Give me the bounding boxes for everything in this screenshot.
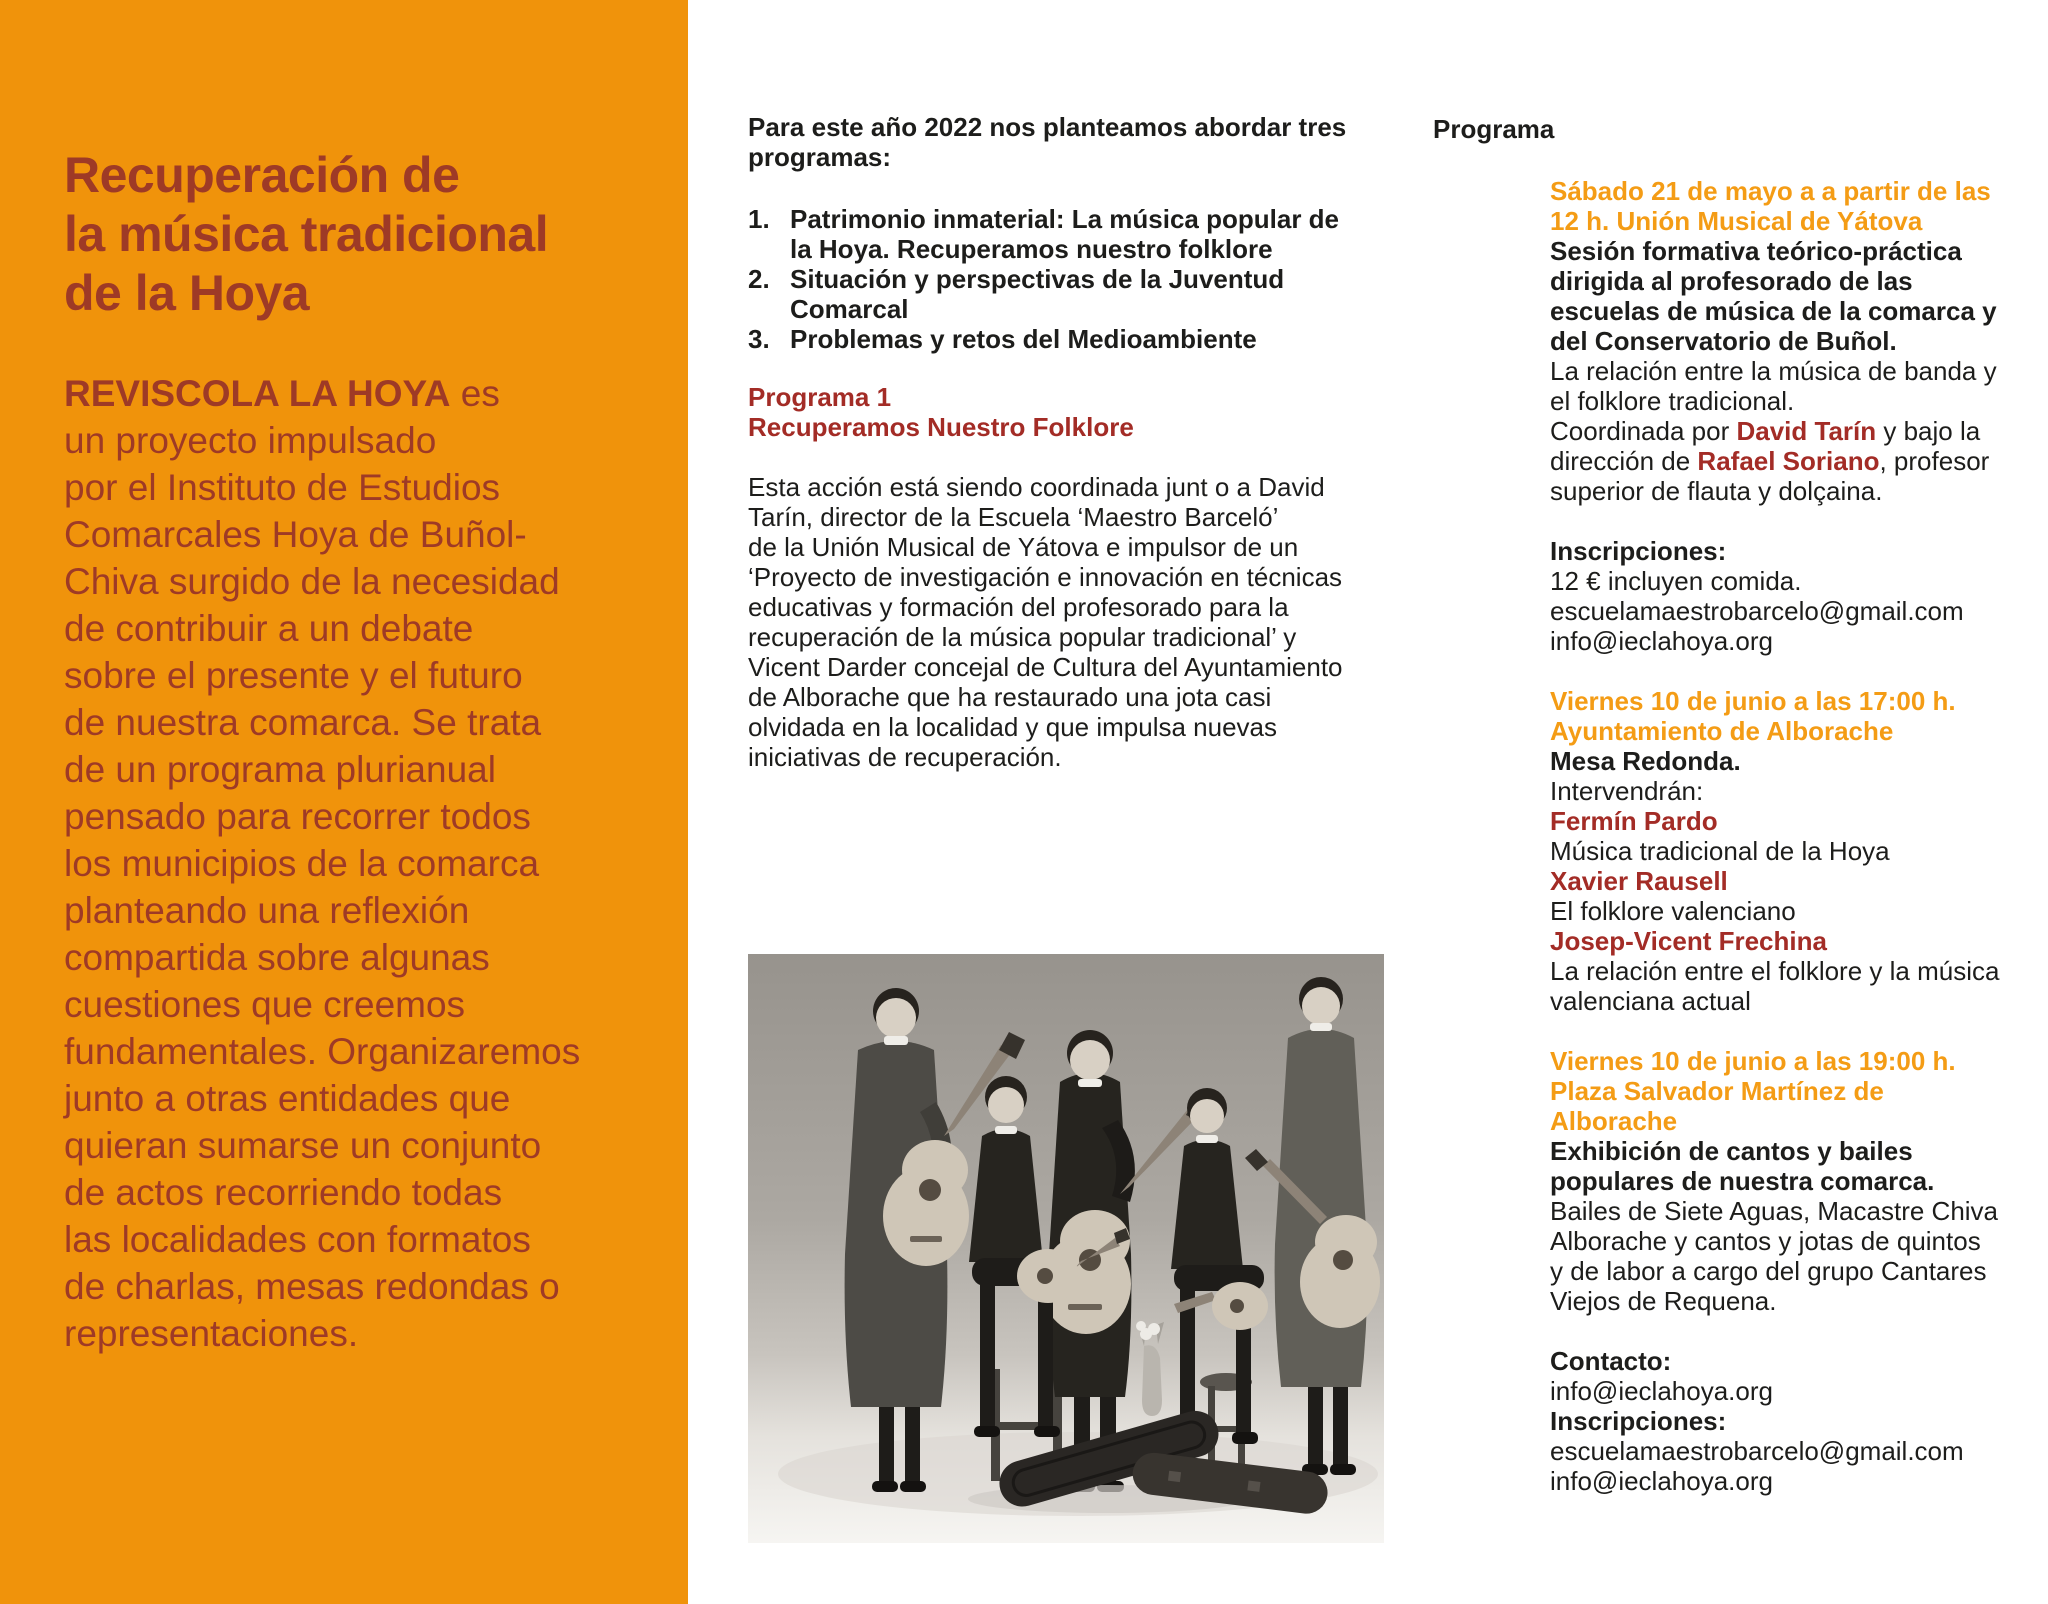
text-line bbox=[64, 1028, 580, 1075]
text-line bbox=[748, 382, 1134, 412]
text-run: dirección de bbox=[1550, 446, 1698, 476]
historic-musicians-photo bbox=[748, 954, 1384, 1543]
program1-description bbox=[748, 472, 1343, 772]
text-line bbox=[748, 742, 1343, 772]
text-run: de contribuir a un debate bbox=[64, 608, 474, 649]
text-line bbox=[64, 840, 580, 887]
text-run: , profesor bbox=[1879, 446, 1990, 476]
text-line bbox=[748, 142, 1346, 172]
text-line bbox=[64, 1263, 580, 1310]
text-run: fundamentales. Organizaremos bbox=[64, 1031, 581, 1072]
text-run: Viernes 10 de junio a las 17:00 h. bbox=[1550, 686, 1956, 716]
text-run: 12 h. Unión Musical de Yátova bbox=[1550, 206, 1923, 236]
text-line bbox=[1550, 416, 1999, 446]
text-run: Xavier Rausell bbox=[1550, 866, 1728, 896]
text-line bbox=[1550, 1406, 1999, 1436]
text-run: escuelas de música de la comarca y bbox=[1550, 296, 1997, 326]
text-run: las localidades con formatos bbox=[64, 1219, 531, 1260]
text-run: 12 € incluyen comida. bbox=[1550, 566, 1802, 596]
list-item-line bbox=[748, 264, 1339, 294]
text-line bbox=[1550, 386, 1999, 416]
text-line bbox=[1550, 296, 1999, 326]
photo-illustration bbox=[748, 954, 1384, 1543]
text-run: Coordinada por bbox=[1550, 416, 1737, 446]
text-line bbox=[1550, 266, 1999, 296]
text-run: un proyecto impulsado bbox=[64, 420, 437, 461]
text-line bbox=[1550, 776, 1999, 806]
text-line bbox=[64, 417, 580, 464]
text-run: El folklore valenciano bbox=[1550, 896, 1796, 926]
text-run: Problemas y retos del Medioambiente bbox=[790, 324, 1257, 354]
text-run: Inscripciones: bbox=[1550, 536, 1727, 566]
text-run: los municipios de la comarca bbox=[64, 843, 540, 884]
text-run: educativas y formación del profesorado para la bbox=[748, 592, 1289, 622]
text-run: y bajo la bbox=[1876, 416, 1981, 446]
list-item-line bbox=[748, 324, 1339, 354]
text-line bbox=[64, 793, 580, 840]
text-line bbox=[64, 699, 580, 746]
text-run: Sesión formativa teórico-práctica bbox=[1550, 236, 1962, 266]
text-line bbox=[1550, 1076, 1999, 1106]
text-line bbox=[748, 412, 1134, 442]
blank-line bbox=[1550, 1016, 1999, 1046]
text-line bbox=[64, 264, 548, 323]
text-run: el folklore tradicional. bbox=[1550, 386, 1795, 416]
text-line bbox=[64, 511, 580, 558]
text-run: Intervendrán: bbox=[1550, 776, 1704, 806]
text-line bbox=[64, 1169, 580, 1216]
list-item-line bbox=[748, 234, 1339, 264]
text-run: junto a otras entidades que bbox=[64, 1078, 511, 1119]
text-run: Plaza Salvador Martínez de bbox=[1550, 1076, 1884, 1106]
text-run: del Conservatorio de Buñol. bbox=[1550, 326, 1897, 356]
text-run: quieran sumarse un conjunto bbox=[64, 1125, 542, 1166]
text-run: programas: bbox=[748, 142, 892, 172]
text-line bbox=[1550, 326, 1999, 356]
text-run: de un programa plurianual bbox=[64, 749, 496, 790]
text-run: de la Hoya bbox=[64, 264, 310, 321]
text-run: Inscripciones: bbox=[1550, 1406, 1727, 1436]
text-run: Rafael Soriano bbox=[1697, 446, 1880, 476]
text-line bbox=[1550, 1226, 1999, 1256]
page-title bbox=[64, 146, 548, 323]
text-line bbox=[748, 112, 1346, 142]
text-run: recuperación de la música popular tradicional’ y bbox=[748, 622, 1297, 652]
programs-list bbox=[748, 204, 1339, 354]
text-line bbox=[64, 887, 580, 934]
text-line bbox=[1550, 896, 1999, 926]
text-run: Bailes de Siete Aguas, Macastre Chiva bbox=[1550, 1196, 1999, 1226]
text-run: representaciones. bbox=[64, 1313, 359, 1354]
text-line bbox=[64, 1075, 580, 1122]
text-line bbox=[748, 472, 1343, 502]
email-address[interactable]: info@ieclahoya.org bbox=[1550, 1466, 1773, 1496]
email-address[interactable]: escuelamaestrobarcelo@gmail.com bbox=[1550, 596, 1964, 626]
text-run: olvidada en la localidad y que impulsa nuevas bbox=[748, 712, 1278, 742]
text-line bbox=[748, 502, 1343, 532]
programs-intro bbox=[748, 112, 1346, 172]
email-address[interactable]: escuelamaestrobarcelo@gmail.com bbox=[1550, 1436, 1964, 1466]
blank-line bbox=[1550, 506, 1999, 536]
text-run: y de labor a cargo del grupo Cantares bbox=[1550, 1256, 1987, 1286]
text-run: Alborache y cantos y jotas de quintos bbox=[1550, 1226, 1981, 1256]
text-line bbox=[64, 1122, 580, 1169]
text-run: Contacto: bbox=[1550, 1346, 1672, 1376]
text-line bbox=[64, 746, 580, 793]
list-item-line bbox=[748, 294, 1339, 324]
text-line bbox=[1550, 1106, 1999, 1136]
text-run: de Alborache que ha restaurado una jota casi bbox=[748, 682, 1272, 712]
text-line bbox=[1550, 866, 1999, 896]
text-run: Josep-Vicent Frechina bbox=[1550, 926, 1827, 956]
text-line bbox=[748, 682, 1343, 712]
text-run: Vicent Darder concejal de Cultura del Ayuntamiento bbox=[748, 652, 1343, 682]
text-line bbox=[748, 532, 1343, 562]
text-line bbox=[748, 652, 1343, 682]
text-run: dirigida al profesorado de las bbox=[1550, 266, 1913, 296]
text-run: cuestiones que creemos bbox=[64, 984, 466, 1025]
email-address[interactable]: info@ieclahoya.org bbox=[1550, 626, 1773, 656]
text-run: Comarcal bbox=[790, 294, 909, 324]
text-line bbox=[1550, 1346, 1999, 1376]
programa-label: Programa bbox=[1433, 114, 1555, 144]
left-panel bbox=[0, 0, 688, 1604]
text-line bbox=[1550, 206, 1999, 236]
text-run: populares de nuestra comarca. bbox=[1550, 1166, 1935, 1196]
text-line bbox=[1550, 716, 1999, 746]
program1-heading bbox=[748, 382, 1134, 442]
text-run: Patrimonio inmaterial: La música popular de bbox=[790, 204, 1340, 234]
text-line bbox=[748, 622, 1343, 652]
text-line bbox=[1550, 1196, 1999, 1226]
text-run: Tarín, director de la Escuela ‘Maestro Barceló’ bbox=[748, 502, 1279, 532]
text-run: La relación entre la música de banda y bbox=[1550, 356, 1997, 386]
text-run: Fermín Pardo bbox=[1550, 806, 1718, 836]
text-run: de charlas, mesas redondas o bbox=[64, 1266, 560, 1307]
text-run: Música tradicional de la Hoya bbox=[1550, 836, 1890, 866]
text-run: Alborache bbox=[1550, 1106, 1678, 1136]
blank-line bbox=[1550, 656, 1999, 686]
text-run: La relación entre el folklore y la música bbox=[1550, 956, 2000, 986]
text-run: ‘Proyecto de investigación e innovación en técnicas bbox=[748, 562, 1343, 592]
text-run: Esta acción está siendo coordinada junt o a David bbox=[748, 472, 1325, 502]
text-line bbox=[1550, 1256, 1999, 1286]
text-line bbox=[1550, 596, 1999, 626]
text-run: superior de flauta y dolçaina. bbox=[1550, 476, 1883, 506]
list-item-line bbox=[748, 204, 1339, 234]
text-line bbox=[1550, 536, 1999, 566]
text-line bbox=[1550, 686, 1999, 716]
text-line bbox=[1550, 236, 1999, 266]
text-line bbox=[1550, 1046, 1999, 1076]
text-run: Para este año 2022 nos planteamos abordar tres bbox=[748, 112, 1347, 142]
list-item-number: 2. bbox=[748, 264, 770, 294]
text-line bbox=[748, 712, 1343, 742]
text-run: la Hoya. Recuperamos nuestro folklore bbox=[790, 234, 1273, 264]
text-line bbox=[748, 592, 1343, 622]
text-line bbox=[1550, 926, 1999, 956]
text-run: compartida sobre algunas bbox=[64, 937, 490, 978]
text-line bbox=[64, 981, 580, 1028]
text-run: Mesa Redonda. bbox=[1550, 746, 1741, 776]
text-line bbox=[1550, 1286, 1999, 1316]
text-line bbox=[1550, 1136, 1999, 1166]
text-run: Sábado 21 de mayo a a partir de las bbox=[1550, 176, 1991, 206]
text-run: planteando una reflexión bbox=[64, 890, 470, 931]
text-run: valenciana actual bbox=[1550, 986, 1751, 1016]
text-line bbox=[1550, 1436, 1999, 1466]
text-run: de la Unión Musical de Yátova e impulsor de un bbox=[748, 532, 1299, 562]
text-run: Comarcales Hoya de Buñol- bbox=[64, 514, 527, 555]
text-line bbox=[1550, 836, 1999, 866]
text-run: Recuperación de bbox=[64, 146, 460, 203]
text-line bbox=[1550, 1376, 1999, 1406]
text-line bbox=[64, 605, 580, 652]
text-run: Situación y perspectivas de la Juventud bbox=[790, 264, 1285, 294]
text-run: la música tradicional bbox=[64, 205, 549, 262]
text-run: Viernes 10 de junio a las 19:00 h. bbox=[1550, 1046, 1956, 1076]
text-line bbox=[1550, 626, 1999, 656]
list-item-number: 1. bbox=[748, 204, 770, 234]
text-line bbox=[64, 558, 580, 605]
list-item-number: 3. bbox=[748, 324, 770, 354]
text-line bbox=[64, 205, 548, 264]
text-line bbox=[748, 562, 1343, 592]
text-line bbox=[1550, 1466, 1999, 1496]
text-line bbox=[1550, 476, 1999, 506]
program-schedule bbox=[1550, 176, 1999, 1496]
text-line bbox=[1550, 566, 1999, 596]
text-run: Exhibición de cantos y bailes bbox=[1550, 1136, 1913, 1166]
text-run: sobre el presente y el futuro bbox=[64, 655, 523, 696]
text-line bbox=[64, 146, 548, 205]
text-run: Recuperamos Nuestro Folklore bbox=[748, 412, 1134, 442]
text-line bbox=[1550, 446, 1999, 476]
text-run: Viejos de Requena. bbox=[1550, 1286, 1777, 1316]
text-line bbox=[64, 370, 580, 417]
text-run: iniciativas de recuperación. bbox=[748, 742, 1062, 772]
text-line bbox=[64, 464, 580, 511]
project-description bbox=[64, 370, 580, 1357]
text-run: David Tarín bbox=[1736, 416, 1877, 446]
email-address[interactable]: info@ieclahoya.org bbox=[1550, 1376, 1773, 1406]
text-line bbox=[64, 934, 580, 981]
text-run: de nuestra comarca. Se trata bbox=[64, 702, 542, 743]
text-run: es bbox=[450, 373, 500, 414]
text-run: de actos recorriendo todas bbox=[64, 1172, 503, 1213]
blank-line bbox=[1550, 1316, 1999, 1346]
text-run: Chiva surgido de la necesidad bbox=[64, 561, 560, 602]
text-line bbox=[1550, 1166, 1999, 1196]
text-line bbox=[1550, 356, 1999, 386]
text-run: Programa 1 bbox=[748, 382, 892, 412]
text-line bbox=[1550, 746, 1999, 776]
text-line bbox=[1550, 956, 1999, 986]
text-run: Ayuntamiento de Alborache bbox=[1550, 716, 1894, 746]
text-run: por el Instituto de Estudios bbox=[64, 467, 501, 508]
text-run: REVISCOLA LA HOYA bbox=[64, 373, 451, 414]
text-line bbox=[64, 652, 580, 699]
text-line bbox=[1550, 806, 1999, 836]
text-run: pensado para recorrer todos bbox=[64, 796, 531, 837]
text-line bbox=[1550, 986, 1999, 1016]
text-line bbox=[64, 1310, 580, 1357]
text-line bbox=[64, 1216, 580, 1263]
text-line bbox=[1550, 176, 1999, 206]
